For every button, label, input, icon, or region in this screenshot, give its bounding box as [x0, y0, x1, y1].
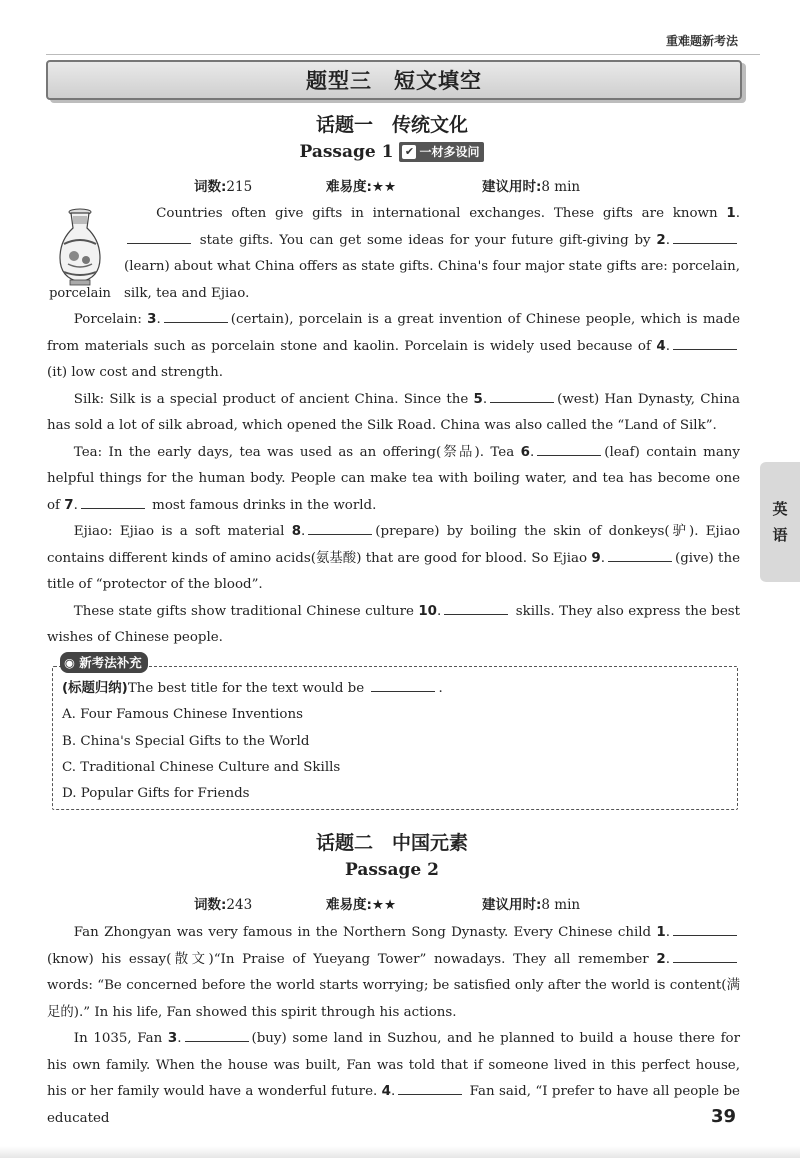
supplement-tag-label: 新考法补充	[79, 655, 142, 670]
para-tea: Tea: In the early days, tea was used as an offering(祭品). Tea 6. (leaf) contain many helpful things for the human body. People can make tea with boiling water, and tea has become one of 7. most famous drinks in the world.	[47, 440, 740, 520]
blank-8[interactable]	[308, 520, 372, 535]
blank-10[interactable]	[444, 600, 508, 615]
passage2-title: Passage 2	[345, 860, 439, 880]
blank-9[interactable]	[608, 547, 672, 562]
passage1-para1: Countries often give gifts in international exchanges. These gifts are known 1. state gifts. You can get some ideas for your future gift-giving by 2.(learn) about what China offers as state gifts. China's four major state gifts are: porcelain, silk, tea and Ejiao.	[124, 206, 740, 301]
difficulty-label: 难易度:	[326, 179, 372, 195]
header-section-label: 重难题新考法	[665, 34, 738, 48]
words-count: 215	[226, 179, 253, 195]
time-label: 建议用时:	[482, 179, 542, 195]
difficulty-stars: ★★	[371, 179, 397, 195]
pin-icon: ◉	[64, 655, 75, 670]
porcelain-caption: porcelain	[49, 286, 111, 301]
passage2-body	[47, 920, 740, 1132]
words-label: 词数:	[194, 179, 227, 195]
passage2-title-row	[46, 860, 738, 880]
blank-7[interactable]	[81, 494, 145, 509]
supplement-content	[62, 676, 722, 807]
page-bottom-edge	[0, 1146, 800, 1158]
blank-1[interactable]	[127, 229, 191, 244]
side-tab-char-2: 语	[772, 526, 788, 544]
multi-question-badge	[399, 142, 484, 162]
p2-blank-3[interactable]	[185, 1027, 249, 1042]
page-number: 39	[710, 1106, 736, 1127]
section-banner	[46, 60, 742, 100]
p2-blank-2[interactable]	[673, 948, 737, 963]
topic1-title: 话题一 传统文化	[315, 114, 468, 136]
p2-blank-4[interactable]	[398, 1080, 462, 1095]
para-ejiao: Ejiao: Ejiao is a soft material 8. (prepare) by boiling the skin of donkeys(驴). Ejiao contains different kinds of amino acids(氨基酸) that are good for blood. So Ejiao 9. (give) the title of “protector of the blood”.	[47, 519, 740, 599]
check-icon: ✔	[402, 145, 416, 159]
blank-5[interactable]	[490, 388, 554, 403]
supplement-tag	[60, 652, 148, 673]
para-silk: Silk: Silk is a special product of ancient China. Since the 5. (west) Han Dynasty, China has sold a lot of silk abroad, which opened the Silk Road. China was also called the “Land of Silk”.	[47, 387, 740, 440]
blank-2[interactable]	[673, 229, 737, 244]
header-rule	[46, 54, 760, 55]
banner-title: 题型三 短文填空	[306, 69, 482, 93]
side-tab-char-1: 英	[772, 500, 788, 518]
topic2-title: 话题二 中国元素	[315, 832, 468, 854]
blank-6[interactable]	[537, 441, 601, 456]
badge-label: 一材多设问	[419, 145, 480, 159]
option-d[interactable]: D. Popular Gifts for Friends	[62, 786, 250, 802]
p2-blank-1[interactable]	[673, 921, 737, 936]
para-porcelain: Porcelain: 3. (certain), porcelain is a great invention of Chinese people, which is made from materials such as porcelain stone and kaolin. Porcelain is widely used because of 4.(it) low cost and strength.	[47, 307, 740, 387]
passage1-title: Passage 1	[299, 142, 394, 162]
p2-para1: Fan Zhongyan was very famous in the Northern Song Dynasty. Every Chinese child 1.(know) his essay(散文)“In Praise of Yueyang Tower” nowadays. They all remember 2. words: “Be concerned before the world starts worrying; be satisfied only after the world is content(满足的).” In his life, Fan showed this spirit through his actions.	[47, 920, 740, 1026]
para-conclusion: These state gifts show traditional Chinese culture 10. skills. They also express the best wishes of Chinese people.	[47, 599, 740, 652]
option-c[interactable]: C. Traditional Chinese Culture and Skills	[62, 759, 341, 775]
supplement-question: (标题归纳)The best title for the text would be .	[62, 676, 722, 702]
blank-3[interactable]	[164, 308, 228, 323]
option-b[interactable]: B. China's Special Gifts to the World	[62, 733, 310, 749]
subject-side-tab	[760, 462, 800, 582]
p2-para2: In 1035, Fan 3. (buy) some land in Suzhou, and he planned to build a house there for his own family. When the house was built, Fan was told that if someone lived in this perfect house, his or her family would have a wonderful future. 4. Fan said, “I prefer to have all people be educated	[47, 1026, 740, 1132]
title-blank[interactable]	[371, 677, 435, 692]
passage1-title-row	[46, 142, 738, 162]
passage1-body	[47, 307, 740, 652]
time-value: 8 min	[541, 179, 581, 195]
option-a[interactable]: A. Four Famous Chinese Inventions	[62, 707, 303, 723]
blank-4[interactable]	[673, 335, 737, 350]
